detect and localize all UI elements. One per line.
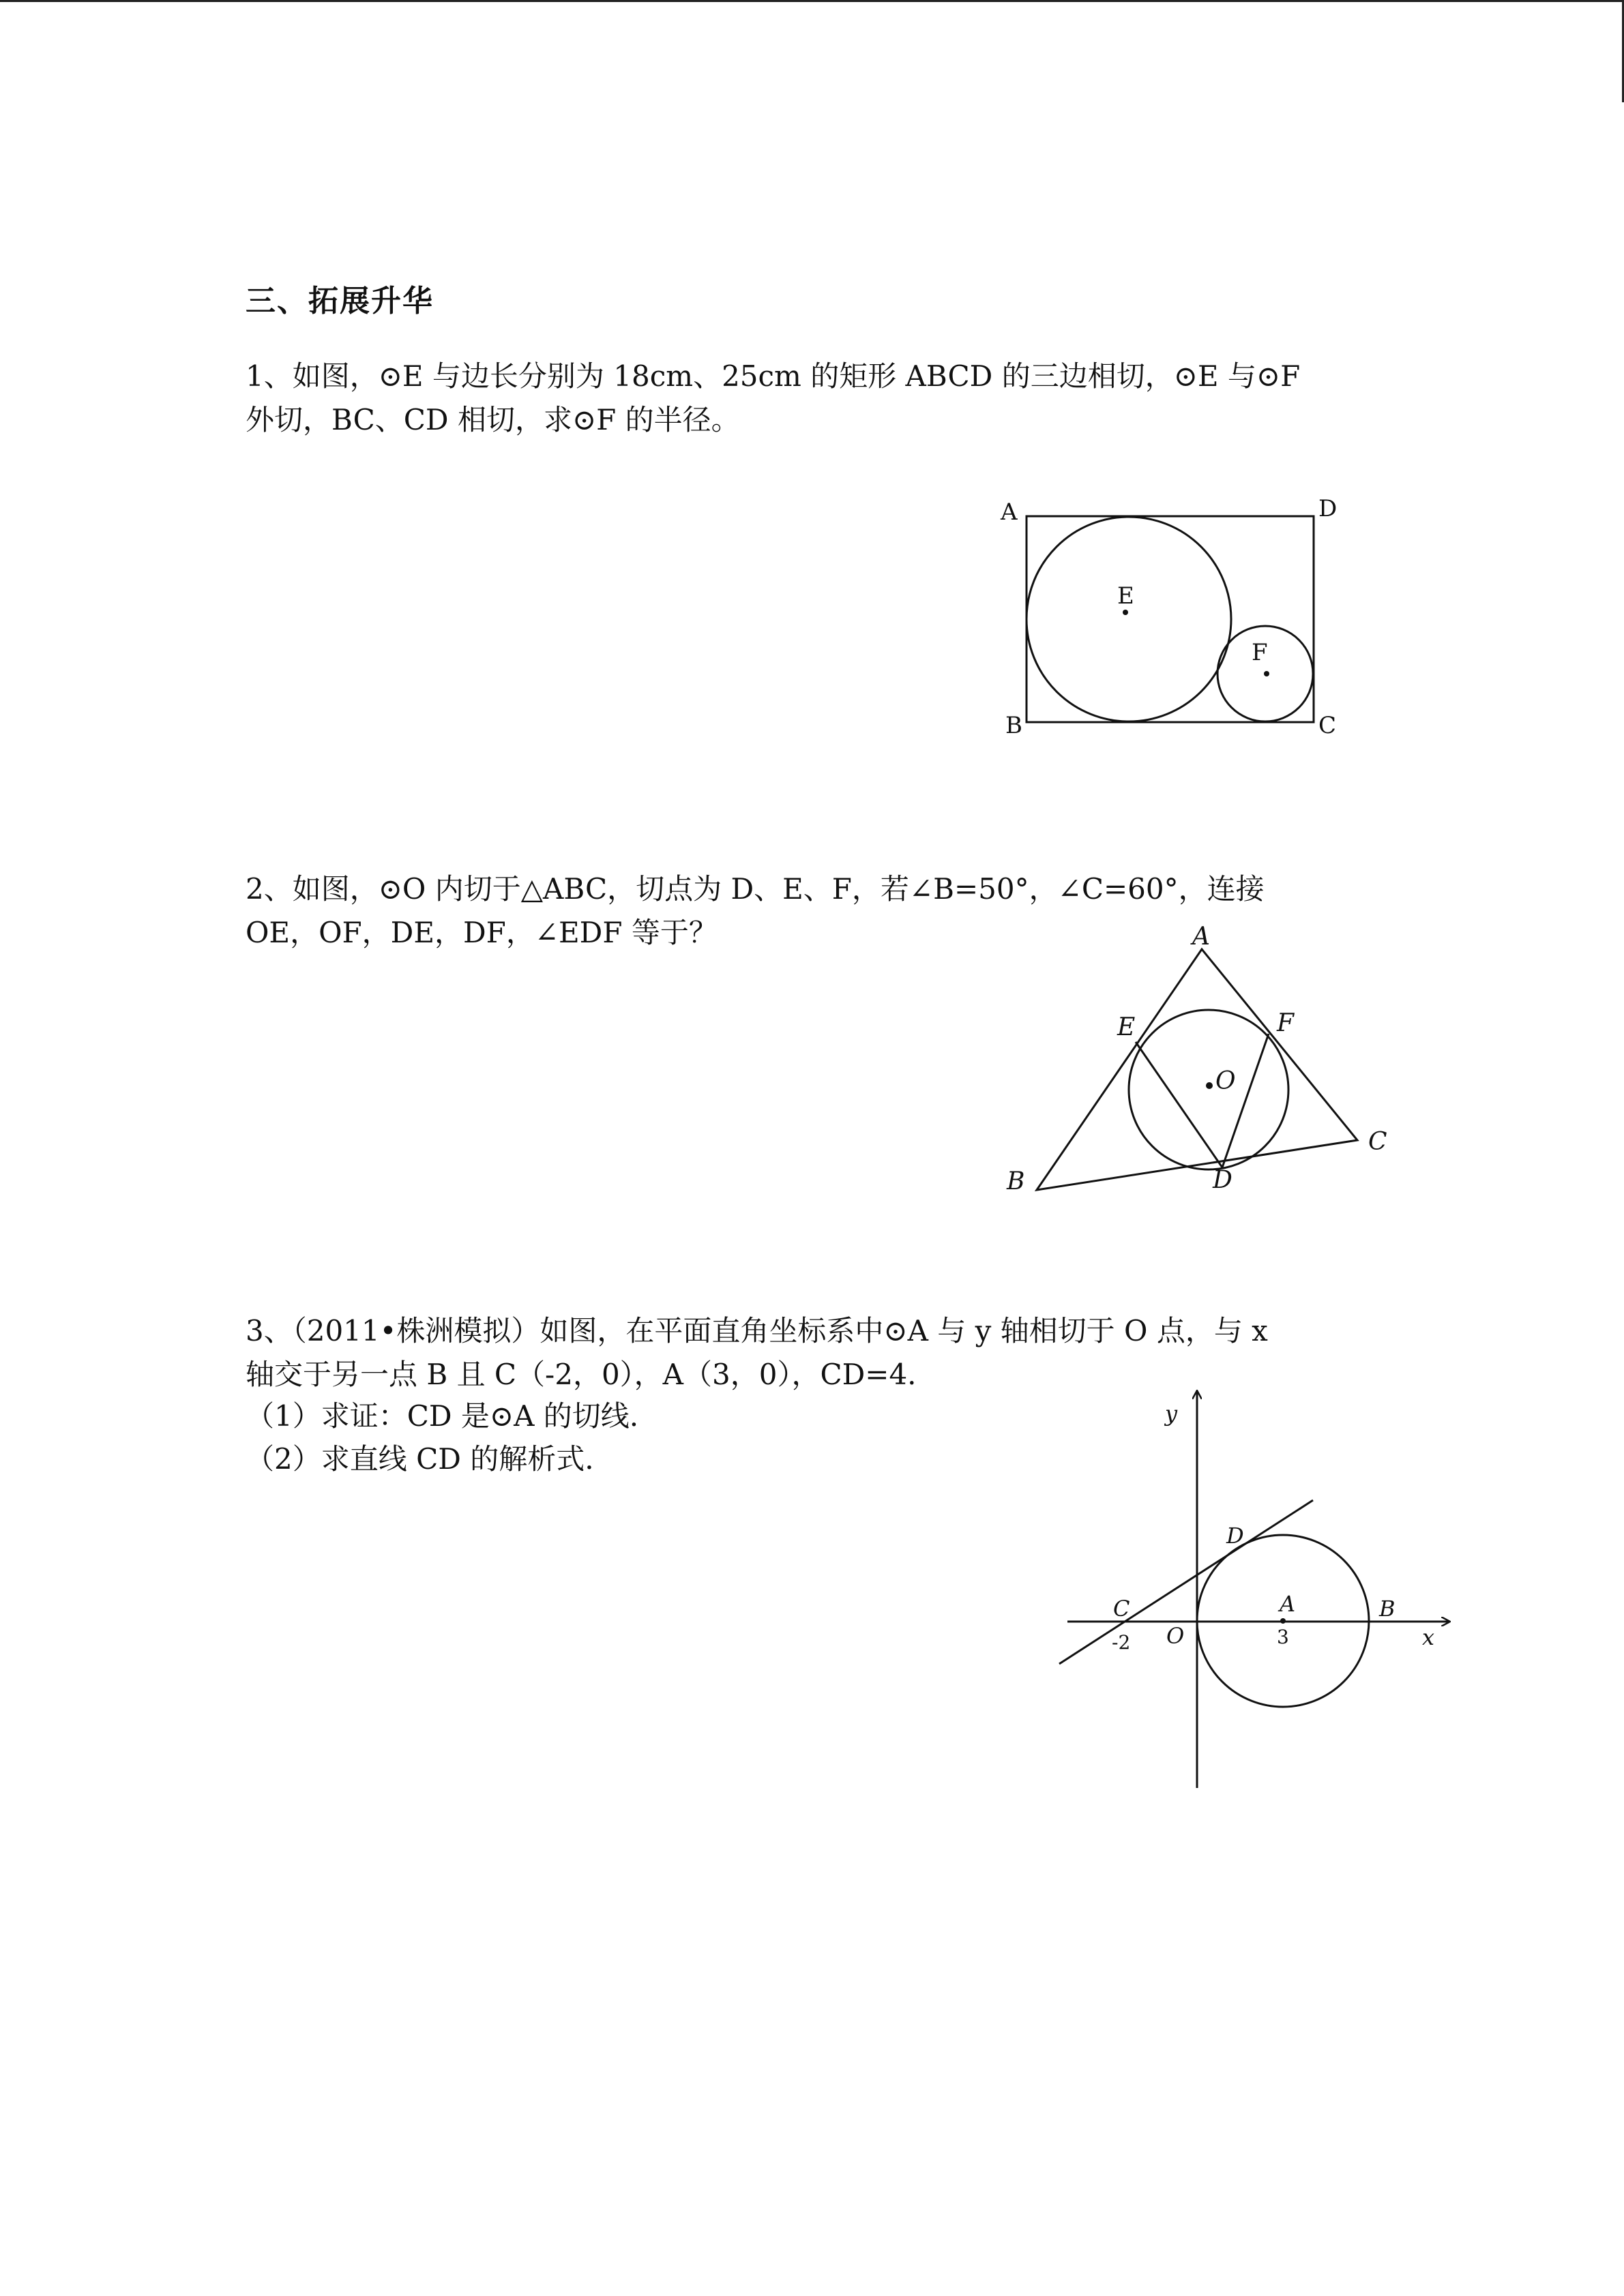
center-o-dot [1206,1082,1213,1089]
tangent-cd [1059,1500,1313,1664]
fig3-label-o: O [1166,1623,1185,1649]
fig1-label-a: A [1001,498,1018,526]
problem-3-sub-2: （2）求直线 CD 的解析式. [246,1442,594,1476]
fig3-label-c: C [1113,1596,1130,1622]
fig3-tick-c: -2 [1112,1631,1131,1654]
figure-2 [1037,949,1357,1190]
figure-2-labels [1006,923,1387,1195]
segment-ed [1136,1042,1222,1167]
fig1-label-e: E [1117,582,1134,610]
center-f-dot [1264,671,1269,676]
circle-e [1027,517,1231,721]
fig3-label-x: x [1422,1624,1435,1650]
fig3-label-d: D [1226,1523,1244,1549]
center-e-dot [1123,610,1128,615]
problem-2-line-2: OE，OF，DE，DF，∠EDF 等于？ [246,916,718,949]
fig3-label-a: A [1280,1591,1296,1617]
section-title: 三、拓展升华 [246,284,434,318]
figure-3 [1059,1391,1449,1788]
figure-1-labels [1000,495,1337,739]
problem-1-line-2: 外切，BC、CD 相切，求⊙F 的半径。 [246,403,740,436]
fig1-label-f: F [1252,639,1268,666]
fig2-label-c: C [1368,1128,1387,1156]
fig3-label-y: y [1165,1401,1178,1427]
fig1-label-b: B [1005,712,1022,739]
problem-3-line-2: 轴交于另一点 B 且 C（-2，0），A（3，0），CD=4. [246,1358,917,1391]
problem-3-sub-1: （1）求证：CD 是⊙A 的切线. [246,1399,639,1433]
fig2-label-o: O [1215,1067,1236,1095]
problem-3-line-1: 3、（2011•株洲模拟）如图，在平面直角坐标系中⊙A 与 y 轴相切于 O 点，与 x [246,1314,1268,1347]
fig2-label-b: B [1007,1167,1025,1195]
problem-1-line-1: 1、如图，⊙E 与边长分别为 18cm、25cm 的矩形 ABCD 的三边相切，⊙E 与⊙F [246,359,1301,393]
fig2-label-e: E [1117,1013,1136,1041]
segment-fd [1222,1034,1269,1167]
fig1-label-c: C [1318,712,1337,739]
center-a-dot [1280,1618,1286,1624]
incircle-o [1129,1010,1288,1169]
fig2-label-d: D [1213,1166,1232,1194]
triangle-abc [1037,949,1357,1190]
fig3-tick-a: 3 [1277,1626,1289,1648]
problem-2-line-1: 2、如图，⊙O 内切于△ABC，切点为 D、E、F，若∠B=50°，∠C=60°，连接 [246,872,1265,906]
fig3-label-b: B [1379,1596,1396,1622]
fig2-label-a: A [1192,923,1210,951]
fig1-label-d: D [1318,495,1338,522]
rectangle-abcd [1027,516,1314,722]
figure-1 [1027,516,1314,722]
fig2-label-f: F [1277,1009,1294,1037]
